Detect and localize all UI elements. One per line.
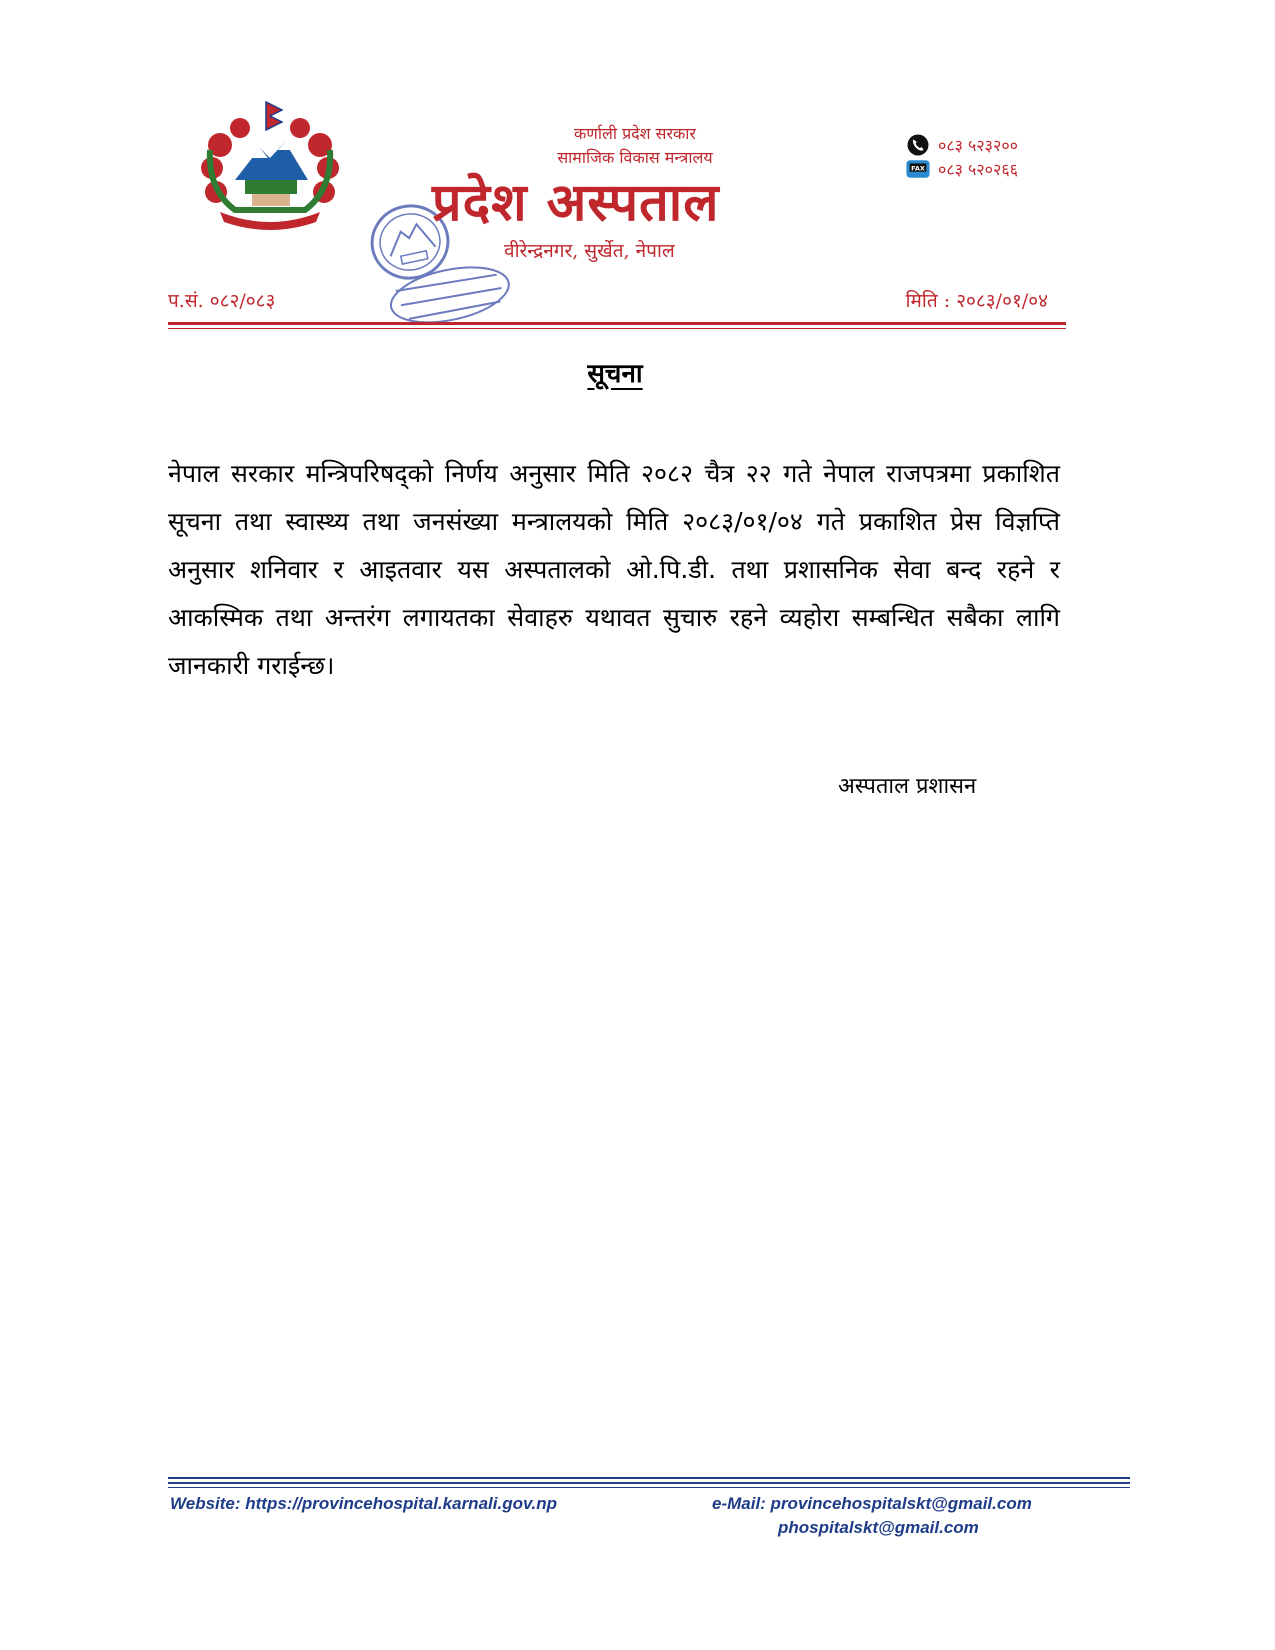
notice-body: नेपाल सरकार मन्त्रिपरिषद्को निर्णय अनुसार मिति २०८२ चैत्र २२ गते नेपाल राजपत्रमा प्रकाशित सूचना तथा स्वास्थ्य तथा जनसंख्या मन्त्रालयको मिति २०८३/०१/०४ गते प्रकाशित प्रेस विज्ञप्ति अनुसार शनिवार र आइतवार यस अस्पतालको ओ.पि.डी. तथा प्रशासनिक सेवा बन्द रहने र आकस्मिक तथा अन्तरंग लगायतका सेवाहरु यथावत सुचारु रहने व्यहोरा सम्बन्धित सबैका लागि जानकारी गराईन्छ। (168, 459, 1060, 680)
hospital-address: वीरेन्द्रनगर, सुर्खेत, नेपाल (504, 240, 675, 262)
hospital-title: प्रदेश अस्पताल (432, 172, 720, 233)
ministry-line1: कर्णाली प्रदेश सरकार (574, 124, 696, 143)
issue-date: मिति : २०८३/०१/०४ (905, 290, 1048, 312)
phone-number: ०८३ ५२३२०० (938, 136, 1018, 155)
footer-divider (168, 1482, 1130, 1484)
nepal-emblem-icon (190, 100, 350, 235)
notice-title-text: सूचना (587, 359, 643, 389)
phone-row (906, 133, 1066, 157)
signature: अस्पताल प्रशासन (838, 774, 977, 799)
footer-email: e-Mail: provincehospitalskt@gmail.com (712, 1494, 1032, 1513)
fax-icon-label: FAX (911, 164, 925, 173)
header-divider (168, 322, 1066, 325)
fax-number: ०८३ ५२०२६६ (938, 160, 1018, 179)
fax-icon (906, 159, 930, 179)
fax-row (906, 157, 1066, 181)
notice-title (0, 354, 1230, 390)
footer-divider (168, 1487, 1130, 1488)
ministry-line2: सामाजिक विकास मन्त्रालय (557, 148, 713, 167)
reference-number: प.सं. ०८२/०८३ (168, 290, 276, 312)
footer-divider (168, 1477, 1130, 1479)
header-divider-thin (168, 328, 1066, 329)
footer-email-secondary: phospitalskt@gmail.com (778, 1518, 979, 1537)
phone-icon (906, 135, 930, 155)
contact-block (906, 133, 1066, 181)
footer-website: Website: https://provincehospital.karnali.gov.np (170, 1494, 557, 1513)
